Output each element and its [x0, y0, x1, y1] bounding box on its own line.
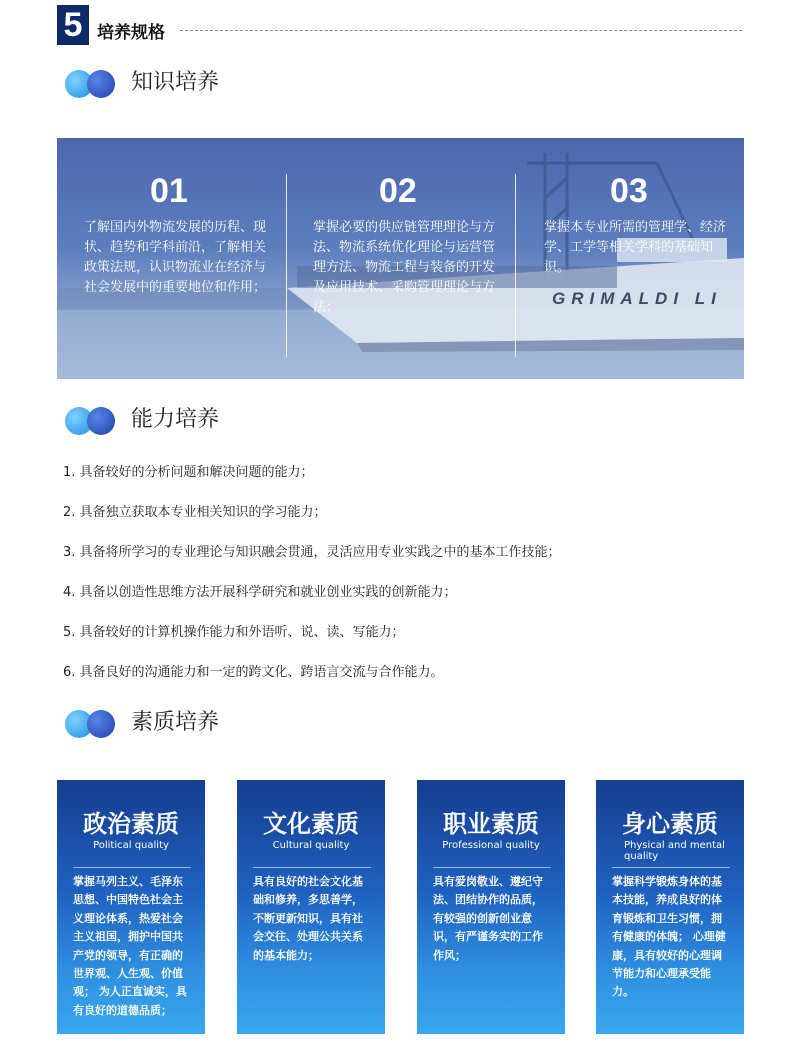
section-divider	[180, 30, 742, 31]
column-divider	[286, 174, 287, 357]
double-dot-icon	[65, 710, 120, 738]
quality-heading: 素质培养	[131, 710, 220, 735]
list-item: 3. 具备将所学习的专业理论与知识融会贯通，灵活应用专业实践之中的基本工作技能；	[63, 545, 561, 560]
quality-card-physical-mental	[596, 780, 744, 1034]
knowledge-item-3	[544, 138, 744, 379]
ship-lettering: GRIMALDI LI	[552, 289, 722, 308]
card-title: 身心素质	[622, 810, 718, 838]
double-dot-icon	[65, 70, 120, 98]
knowledge-item-number: 01	[150, 172, 188, 210]
knowledge-item-text: 了解国内外物流发展的历程、现状、趋势和学科前沿，了解相关政策法规，认识物流业在经济与社会发展中的重要地位和作用；	[84, 220, 267, 295]
card-title: 职业素质	[443, 810, 539, 838]
card-divider	[253, 867, 371, 868]
section-title: 培养规格	[97, 23, 165, 43]
double-dot-icon	[65, 407, 120, 435]
card-text: 具有良好的社会文化基础和修养，多思善学，不断更新知识，具有社会交往、处理公共关系的基本能力；	[253, 875, 363, 962]
card-subtitle: Professional quality	[442, 840, 540, 851]
knowledge-item-text: 掌握本专业所需的管理学、经济学、工学等相关学科的基础知识。	[544, 220, 727, 275]
column-divider	[515, 174, 516, 357]
list-item: 4. 具备以创造性思维方法开展科学研究和就业创业实践的创新能力；	[63, 585, 457, 600]
knowledge-item-text: 掌握必要的供应链管理理论与方法、物流系统优化理论与运营管理方法、物流工程与装备的开发及应用技术、采购管理理论与方法；	[313, 220, 496, 315]
knowledge-item-number: 03	[610, 172, 648, 210]
knowledge-item-1	[84, 138, 294, 379]
knowledge-heading: 知识培养	[131, 70, 220, 95]
card-text: 掌握马列主义、毛泽东思想、中国特色社会主义理论体系，热爱社会主义祖国，拥护中国共产党的领导，有正确的世界观、人生观、价值观； 为人正直诚实，具有良好的道德品质；	[73, 875, 187, 1017]
ability-heading: 能力培养	[131, 407, 220, 432]
card-subtitle: Cultural quality	[272, 840, 350, 851]
quality-card-professional	[417, 780, 565, 1034]
card-divider	[612, 867, 730, 868]
card-subtitle: Physical and mental quality	[624, 840, 725, 862]
ability-list	[63, 458, 763, 698]
quality-card-political	[57, 780, 205, 1034]
list-item: 5. 具备较好的计算机操作能力和外语听、说、读、写能力；	[63, 625, 405, 640]
card-text: 掌握科学锻炼身体的基本技能，养成良好的体育锻炼和卫生习惯，拥有健康的体魄； 心理健康，具有较好的心理调节能力和心理承受能力。	[612, 875, 726, 999]
card-title: 政治素质	[83, 810, 179, 838]
quality-card-cultural	[237, 780, 385, 1034]
card-divider	[433, 867, 551, 868]
knowledge-item-2	[313, 138, 523, 379]
card-title: 文化素质	[263, 810, 359, 838]
section-number: 5	[57, 5, 89, 45]
card-text: 具有爱岗敬业、遵纪守法、团结协作的品质，有较强的创新创业意识，有严谨务实的工作作风；	[433, 875, 543, 962]
card-divider	[73, 867, 191, 868]
list-item: 1. 具备较好的分析问题和解决问题的能力；	[63, 465, 314, 480]
knowledge-banner	[57, 138, 744, 379]
list-item: 6. 具备良好的沟通能力和一定的跨文化、跨语言交流与合作能力。	[63, 665, 444, 680]
card-subtitle: Political quality	[93, 840, 169, 851]
knowledge-item-number: 02	[379, 172, 417, 210]
list-item: 2. 具备独立获取本专业相关知识的学习能力；	[63, 505, 327, 520]
